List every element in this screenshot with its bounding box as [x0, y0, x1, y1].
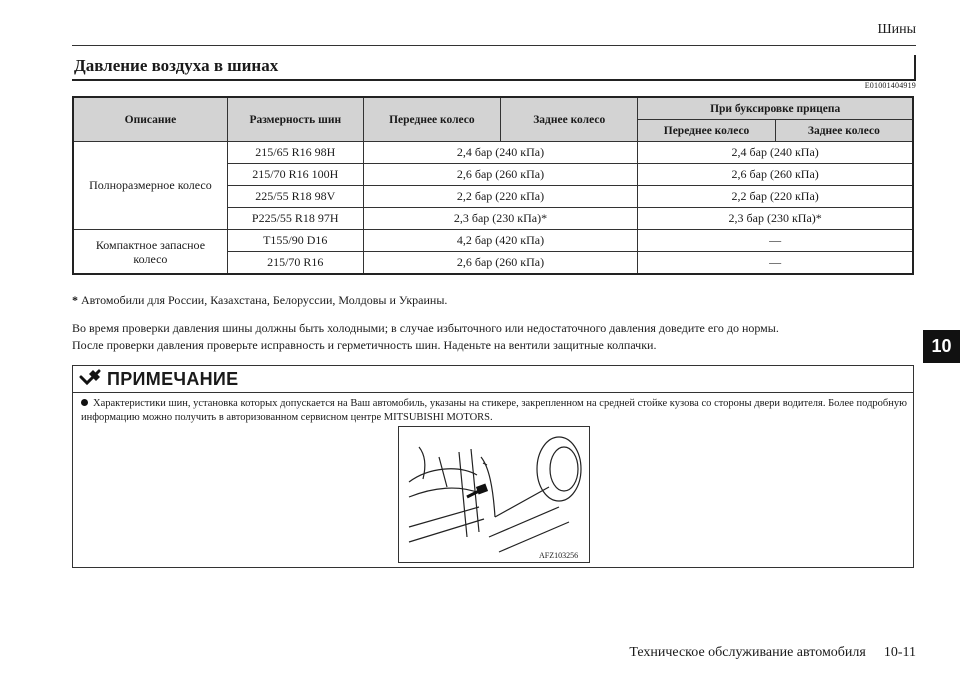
front-rear-pressure: 2,3 бар (230 кПа)* — [363, 208, 638, 230]
group-label-compact-spare: Компактное запасное колесо — [73, 230, 227, 275]
footer-chapter: Техническое обслуживание автомобиля — [629, 645, 866, 660]
front-rear-pressure: 4,2 бар (420 кПа) — [363, 230, 638, 252]
header-rule — [72, 45, 916, 46]
tire-pressure-table — [72, 96, 914, 275]
image-caption: AFZ103256 — [539, 551, 579, 560]
pencil-check-icon — [79, 368, 103, 391]
towing-pressure: 2,4 бар (240 кПа) — [638, 142, 913, 164]
towing-pressure: 2,2 бар (220 кПа) — [638, 186, 913, 208]
note-text: Характеристики шин, установка которых допускается на Ваш автомобиль, указаны на стикере, закрепленном на средней стойке кузова со стороны двери водителя. Более подробную информацию можно получить в авторизованном сервисном центре MITSUBISHI MOTORS. — [81, 398, 907, 423]
col-tire-size: Размерность шин — [227, 97, 363, 142]
note-text-block — [73, 393, 913, 425]
tire-size-cell: 215/70 R16 100H — [227, 164, 363, 186]
col-description: Описание — [73, 97, 227, 142]
footnote-text: Автомобили для России, Казахстана, Белоруссии, Молдовы и Украины. — [81, 293, 448, 307]
note-box — [72, 365, 914, 568]
col-towing: При буксировке прицепа — [638, 97, 913, 120]
page-header-title: Шины — [877, 22, 916, 37]
page-number: 10-11 — [883, 645, 916, 660]
instructions-line-1: Во время проверки давления шины должны быть холодными; в случае избыточного или недостаточного давления доведите его до нормы. — [72, 321, 779, 335]
page-footer — [629, 645, 916, 661]
group-label-full-size: Полноразмерное колесо — [73, 142, 227, 230]
table-row — [73, 230, 913, 252]
front-rear-pressure: 2,4 бар (240 кПа) — [363, 142, 638, 164]
tire-size-cell: 215/70 R16 — [227, 252, 363, 275]
towing-pressure: 2,6 бар (260 кПа) — [638, 164, 913, 186]
col-rear: Заднее колесо — [501, 97, 638, 142]
tire-size-cell: 225/55 R18 98V — [227, 186, 363, 208]
chapter-tab: 10 — [923, 330, 960, 363]
footnote — [72, 293, 447, 308]
towing-pressure: 2,3 бар (230 кПа)* — [638, 208, 913, 230]
front-rear-pressure: 2,6 бар (260 кПа) — [363, 252, 638, 275]
col-towing-front: Переднее колесо — [638, 120, 775, 142]
towing-pressure: — — [638, 230, 913, 252]
front-rear-pressure: 2,6 бар (260 кПа) — [363, 164, 638, 186]
tire-size-cell: 215/65 R16 98H — [227, 142, 363, 164]
col-front: Переднее колесо — [363, 97, 500, 142]
col-towing-rear: Заднее колесо — [775, 120, 913, 142]
bullet-icon — [81, 399, 88, 406]
tire-sticker-illustration — [398, 426, 590, 563]
towing-pressure: — — [638, 252, 913, 275]
tire-size-cell: P225/55 R18 97H — [227, 208, 363, 230]
table-row — [73, 142, 913, 164]
front-rear-pressure: 2,2 бар (220 кПа) — [363, 186, 638, 208]
instructions-paragraph — [72, 320, 779, 353]
note-label: ПРИМЕЧАНИЕ — [107, 368, 239, 389]
note-header — [73, 366, 913, 393]
instructions-line-2: После проверки давления проверьте исправность и герметичность шин. Наденьте на вентили защитные колпачки. — [72, 337, 657, 352]
document-code: E01001404919 — [864, 81, 916, 90]
footnote-star: * — [72, 293, 78, 307]
tire-size-cell: T155/90 D16 — [227, 230, 363, 252]
section-title: Давление воздуха в шинах — [72, 55, 916, 81]
